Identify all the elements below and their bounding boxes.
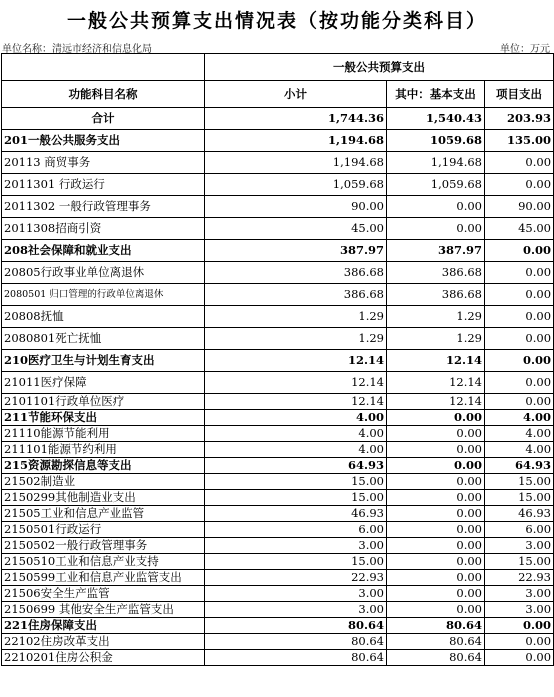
- project-cell: 22.93: [485, 570, 554, 586]
- table-row: [2, 474, 554, 490]
- subtotal-cell: 80.64: [205, 650, 387, 666]
- subtotal-cell: 45.00: [205, 218, 387, 240]
- basic-cell: 12.14: [387, 372, 485, 394]
- project-cell: 0.00: [485, 650, 554, 666]
- basic-cell: 0.00: [387, 522, 485, 538]
- subtotal-cell: 90.00: [205, 196, 387, 218]
- subtotal-cell: 1,744.36: [205, 108, 387, 130]
- project-cell: 4.00: [485, 410, 554, 426]
- basic-cell: 0.00: [387, 586, 485, 602]
- subject-cell: 2150501行政运行: [2, 522, 205, 538]
- subtotal-cell: 386.68: [205, 284, 387, 306]
- subject-cell: 2150299其他制造业支出: [2, 490, 205, 506]
- subtotal-cell: 1.29: [205, 328, 387, 350]
- subject-cell: 2080501 归口管理的行政单位离退休: [2, 284, 205, 306]
- project-cell: 0.00: [485, 152, 554, 174]
- subtotal-cell: 3.00: [205, 586, 387, 602]
- basic-cell: 12.14: [387, 350, 485, 372]
- subtotal-cell: 387.97: [205, 240, 387, 262]
- basic-cell: 1,059.68: [387, 174, 485, 196]
- project-cell: 4.00: [485, 442, 554, 458]
- header-empty-cell: [2, 54, 205, 81]
- table-row: [2, 586, 554, 602]
- basic-cell: 0.00: [387, 538, 485, 554]
- header-row-group: [2, 54, 554, 81]
- header-group-label: 一般公共预算支出: [205, 54, 554, 81]
- unit-name: 单位名称：清远市经济和信息化局: [2, 44, 152, 55]
- subject-cell: 2150699 其他安全生产监管支出: [2, 602, 205, 618]
- table-row: [2, 262, 554, 284]
- subject-cell: 2080801死亡抚恤: [2, 328, 205, 350]
- subtotal-cell: 3.00: [205, 602, 387, 618]
- subtotal-cell: 1.29: [205, 306, 387, 328]
- subtotal-cell: 15.00: [205, 490, 387, 506]
- table-row: [2, 130, 554, 152]
- project-cell: 0.00: [485, 306, 554, 328]
- basic-cell: 0.00: [387, 410, 485, 426]
- subject-cell: 20808抚恤: [2, 306, 205, 328]
- basic-cell: 0.00: [387, 474, 485, 490]
- project-cell: 0.00: [485, 618, 554, 634]
- table-row: [2, 240, 554, 262]
- table-row: [2, 522, 554, 538]
- project-cell: 15.00: [485, 490, 554, 506]
- project-cell: 15.00: [485, 474, 554, 490]
- subtotal-cell: 12.14: [205, 394, 387, 410]
- table-row: [2, 284, 554, 306]
- subject-cell: 208社会保障和就业支出: [2, 240, 205, 262]
- project-cell: 0.00: [485, 328, 554, 350]
- subject-cell: 2150502一般行政管理事务: [2, 538, 205, 554]
- subtotal-cell: 4.00: [205, 426, 387, 442]
- subtotal-cell: 46.93: [205, 506, 387, 522]
- subject-cell: 211节能环保支出: [2, 410, 205, 426]
- project-cell: 203.93: [485, 108, 554, 130]
- subtotal-cell: 80.64: [205, 618, 387, 634]
- subject-cell: 21110能源节能利用: [2, 426, 205, 442]
- basic-cell: 1.29: [387, 328, 485, 350]
- subject-cell: 21011医疗保障: [2, 372, 205, 394]
- project-cell: 3.00: [485, 586, 554, 602]
- subject-cell: 211101能源节约利用: [2, 442, 205, 458]
- project-cell: 4.00: [485, 426, 554, 442]
- basic-cell: 387.97: [387, 240, 485, 262]
- subject-cell: 210医疗卫生与计划生育支出: [2, 350, 205, 372]
- basic-cell: 386.68: [387, 284, 485, 306]
- subject-cell: 2150510工业和信息产业支持: [2, 554, 205, 570]
- table-body: [2, 108, 554, 666]
- project-cell: 90.00: [485, 196, 554, 218]
- subject-cell: 2011301 行政运行: [2, 174, 205, 196]
- header-basic: 其中：基本支出: [387, 81, 485, 108]
- project-cell: 0.00: [485, 240, 554, 262]
- subtotal-cell: 1,059.68: [205, 174, 387, 196]
- header-project: 项目支出: [485, 81, 554, 108]
- subtotal-cell: 1,194.68: [205, 152, 387, 174]
- subject-cell: 20805行政事业单位离退休: [2, 262, 205, 284]
- table-row: [2, 650, 554, 666]
- basic-cell: 0.00: [387, 570, 485, 586]
- currency-unit: 单位：万元: [500, 44, 550, 55]
- table-row: [2, 554, 554, 570]
- project-cell: 0.00: [485, 350, 554, 372]
- subject-cell: 201一般公共服务支出: [2, 130, 205, 152]
- project-cell: 135.00: [485, 130, 554, 152]
- basic-cell: 12.14: [387, 394, 485, 410]
- subtotal-cell: 80.64: [205, 634, 387, 650]
- basic-cell: 80.64: [387, 634, 485, 650]
- table-row: [2, 570, 554, 586]
- table-row: [2, 426, 554, 442]
- table-row: [2, 506, 554, 522]
- subtotal-cell: 12.14: [205, 350, 387, 372]
- table-row: [2, 350, 554, 372]
- table-row: [2, 442, 554, 458]
- subtotal-cell: 3.00: [205, 538, 387, 554]
- project-cell: 46.93: [485, 506, 554, 522]
- subtotal-cell: 4.00: [205, 410, 387, 426]
- basic-cell: 1,194.68: [387, 152, 485, 174]
- budget-table: [1, 53, 554, 666]
- subject-cell: 21506安全生产监管: [2, 586, 205, 602]
- table-row: [2, 458, 554, 474]
- subtotal-cell: 1,194.68: [205, 130, 387, 152]
- table-row: [2, 602, 554, 618]
- table-row: [2, 618, 554, 634]
- basic-cell: 0.00: [387, 426, 485, 442]
- subject-cell: 2150599工业和信息产业监管支出: [2, 570, 205, 586]
- subject-cell: 21505工业和信息产业监管: [2, 506, 205, 522]
- basic-cell: 0.00: [387, 602, 485, 618]
- project-cell: 0.00: [485, 174, 554, 196]
- basic-cell: 0.00: [387, 490, 485, 506]
- table-row: [2, 108, 554, 130]
- subtotal-cell: 64.93: [205, 458, 387, 474]
- basic-cell: 0.00: [387, 442, 485, 458]
- project-cell: 0.00: [485, 372, 554, 394]
- table-row: [2, 410, 554, 426]
- basic-cell: 0.00: [387, 196, 485, 218]
- table-row: [2, 634, 554, 650]
- basic-cell: 1059.68: [387, 130, 485, 152]
- subject-cell: 221住房保障支出: [2, 618, 205, 634]
- project-cell: 15.00: [485, 554, 554, 570]
- subtotal-cell: 15.00: [205, 554, 387, 570]
- subject-cell: 20113 商贸事务: [2, 152, 205, 174]
- basic-cell: 0.00: [387, 554, 485, 570]
- subject-cell: 2011308招商引资: [2, 218, 205, 240]
- basic-cell: 0.00: [387, 218, 485, 240]
- header-subject: 功能科目名称: [2, 81, 205, 108]
- basic-cell: 1.29: [387, 306, 485, 328]
- table-row: [2, 218, 554, 240]
- subject-cell: 2101101行政单位医疗: [2, 394, 205, 410]
- subtotal-cell: 386.68: [205, 262, 387, 284]
- basic-cell: 80.64: [387, 650, 485, 666]
- table-row: [2, 328, 554, 350]
- basic-cell: 1,540.43: [387, 108, 485, 130]
- subtotal-cell: 22.93: [205, 570, 387, 586]
- header-row-columns: [2, 81, 554, 108]
- subject-cell: 215资源勘探信息等支出: [2, 458, 205, 474]
- subtotal-cell: 6.00: [205, 522, 387, 538]
- project-cell: 0.00: [485, 634, 554, 650]
- table-row: [2, 152, 554, 174]
- project-cell: 45.00: [485, 218, 554, 240]
- project-cell: 0.00: [485, 284, 554, 306]
- page-title: 一般公共预算支出情况表（按功能分类科目）: [66, 10, 487, 32]
- table-row: [2, 394, 554, 410]
- table-row: [2, 196, 554, 218]
- subject-cell: 22102住房改革支出: [2, 634, 205, 650]
- header-subtotal: 小计: [205, 81, 387, 108]
- subtotal-cell: 12.14: [205, 372, 387, 394]
- basic-cell: 80.64: [387, 618, 485, 634]
- table-row: [2, 538, 554, 554]
- table-row: [2, 174, 554, 196]
- subtotal-cell: 4.00: [205, 442, 387, 458]
- table-row: [2, 306, 554, 328]
- subject-cell: 21502制造业: [2, 474, 205, 490]
- basic-cell: 0.00: [387, 458, 485, 474]
- basic-cell: 0.00: [387, 506, 485, 522]
- project-cell: 0.00: [485, 262, 554, 284]
- project-cell: 0.00: [485, 394, 554, 410]
- subject-cell: 2210201住房公积金: [2, 650, 205, 666]
- subtotal-cell: 15.00: [205, 474, 387, 490]
- table-row: [2, 490, 554, 506]
- project-cell: 3.00: [485, 538, 554, 554]
- subject-cell: 2011302 一般行政管理事务: [2, 196, 205, 218]
- project-cell: 6.00: [485, 522, 554, 538]
- project-cell: 3.00: [485, 602, 554, 618]
- subject-cell: 合计: [2, 108, 205, 130]
- table-row: [2, 372, 554, 394]
- project-cell: 64.93: [485, 458, 554, 474]
- basic-cell: 386.68: [387, 262, 485, 284]
